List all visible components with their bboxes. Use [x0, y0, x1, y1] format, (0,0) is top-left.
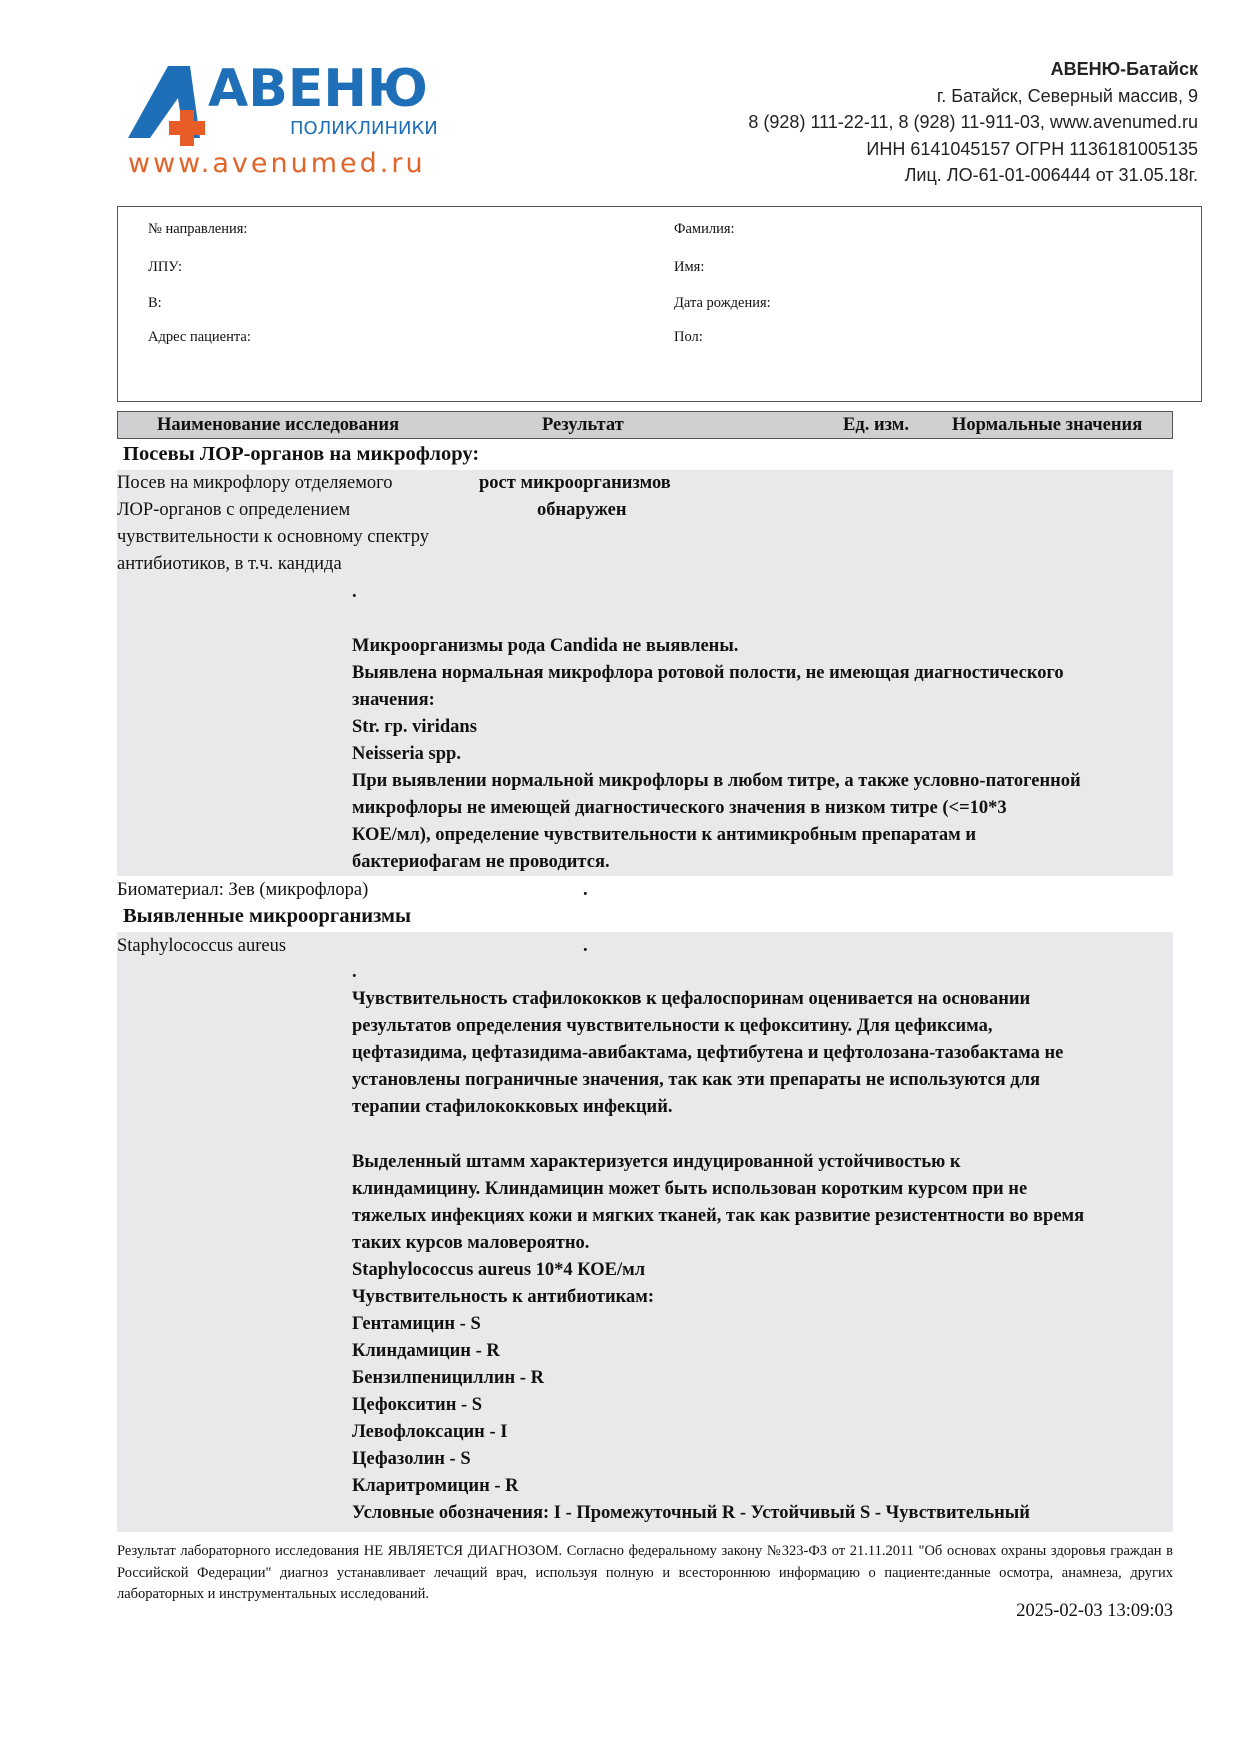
test-name [117, 470, 429, 578]
antibiotic-gentamicin: Гентамицин - S [352, 1314, 481, 1334]
note-line: таких курсов маловероятно. [352, 1233, 590, 1253]
organism-result: . [583, 936, 588, 956]
col-result: Результат [542, 415, 624, 435]
note-line: Микроорганизмы рода Candida не выявлены. [352, 636, 739, 656]
clinic-contacts: 8 (928) 111-22-11, 8 (928) 11-911-03, www.avenumed.ru [748, 112, 1198, 132]
col-test-name: Наименование исследования [157, 415, 400, 435]
section2-note-para1 [352, 986, 1063, 1121]
note-line: установлены пограничные значения, так как эти препараты не используются для [352, 1070, 1041, 1090]
clinic-license: Лиц. ЛО-61-01-006444 от 31.05.18г. [904, 165, 1198, 185]
field-sex: Пол: [674, 329, 703, 345]
antibiotic-cefazolin: Цефазолин - S [352, 1449, 471, 1469]
field-surname: Фамилия: [674, 221, 735, 237]
logo-subtitle: ПОЛИКЛИНИКИ [290, 118, 438, 139]
note-line: Выделенный штамм характеризуется индуцированной устойчивостью к [352, 1152, 961, 1172]
report-datetime: 2025-02-03 13:09:03 [1016, 1601, 1173, 1621]
clinic-logo [128, 58, 448, 188]
note-line: результатов определения чувствительности к цефокситину. Для цефиксима, [352, 1016, 993, 1036]
note-line: терапии стафилококковых инфекций. [352, 1097, 673, 1117]
clinic-info [748, 56, 1198, 189]
note-line: клиндамицину. Клиндамицин может быть использован коротким курсом при не [352, 1179, 1028, 1199]
patient-info-box [117, 206, 1202, 402]
section1-note [352, 633, 1081, 876]
clinic-name: АВЕНЮ-Батайск [1050, 59, 1198, 79]
note-line: При выявлении нормальной микрофлоры в любом титре, а также условно-патогенной [352, 771, 1081, 791]
note-line: Выявлена нормальная микрофлора ротовой полости, не имеющая диагностического [352, 663, 1064, 683]
field-referral-no: № направления: [148, 221, 248, 237]
test-name-line: ЛОР-органов с определением [117, 500, 351, 520]
antibiotic-cefoxitin: Цефокситин - S [352, 1395, 483, 1415]
field-address: Адрес пациента: [148, 329, 251, 345]
section2-note-para2 [352, 1149, 1084, 1527]
biomaterial-label: Биоматериал: Зев (микрофлора) [117, 880, 369, 900]
clinic-ids: ИНН 6141045157 ОГРН 1136181005135 [866, 138, 1198, 159]
test-name-line: антибиотиков, в т.ч. кандида [117, 554, 342, 574]
logo-url: www.avenumed.ru [128, 148, 426, 179]
note-line: бактериофагам не проводится. [352, 852, 610, 872]
field-v: В: [148, 295, 162, 311]
note-line: Str. гр. viridans [352, 717, 477, 737]
result-dot: . [352, 582, 357, 602]
antibiotic-heading: Чувствительность к антибиотикам: [352, 1287, 655, 1307]
field-lpu: ЛПУ: [148, 259, 183, 275]
logo-brand: АВЕНЮ [208, 59, 428, 119]
test-result-line2: обнаружен [537, 500, 627, 520]
antibiotic-levofloxacin: Левофлоксацин - I [352, 1422, 508, 1442]
biomaterial-result: . [583, 880, 588, 900]
note-line: Чувствительность стафилококков к цефалоспоринам оценивается на основании [352, 989, 1031, 1009]
note-line: КОЕ/мл), определение чувствительности к антимикробным препаратам и [352, 825, 977, 845]
note-line: цефтазидима, цефтазидима-авибактама, цефтибутена и цефтолозана-тазобактама не [352, 1043, 1064, 1063]
note-line: тяжелых инфекциях кожи и мягких тканей, так как развитие резистентности во время [352, 1206, 1085, 1226]
antibiotic-clarithromycin: Кларитромицин - R [352, 1476, 519, 1496]
organism-dot: . [352, 962, 357, 982]
organism-titer: Staphylococcus aureus 10*4 КОЕ/мл [352, 1260, 646, 1280]
note-line: Neisseria spp. [352, 744, 461, 764]
logo-mark [128, 58, 448, 148]
note-line: микрофлоры не имеющей диагностического значения в низком титре (<=10*3 [352, 798, 1007, 818]
field-name: Имя: [674, 259, 705, 275]
section-title-organisms: Выявленные микроорганизмы [123, 905, 412, 927]
section-title-ent-cultures: Посевы ЛОР-органов на микрофлору: [123, 443, 480, 465]
logo-plus-h [169, 121, 205, 135]
legend-line: Условные обозначения: I - Промежуточный R - Устойчивый S - Чувствительный [352, 1503, 1030, 1523]
test-name-line: Посев на микрофлору отделяемого [117, 473, 393, 493]
test-result-line1: рост микроорганизмов [479, 473, 671, 493]
col-normal: Нормальные значения [952, 415, 1143, 435]
field-dob: Дата рождения: [674, 295, 771, 311]
results-table-header [117, 411, 1173, 439]
antibiotic-benzylpenicillin: Бензилпенициллин - R [352, 1368, 544, 1388]
antibiotic-clindamycin: Клиндамицин - R [352, 1341, 500, 1361]
note-line: значения: [352, 690, 435, 710]
disclaimer: Результат лабораторного исследования НЕ ЯВЛЯЕТСЯ ДИАГНОЗОМ. Согласно федеральному закону №323-ФЗ от 21.11.2011 "Об основах охраны здоровья граждан в Российской Федерации" диагноз устанавливает лечащий врач, используя полную и всестороннюю информацию о пациенте:данные осмотра, анамнеза, других лабораторных и инструментальных исследований. [117, 1543, 1173, 1602]
test-name-line: чувствительности к основному спектру [117, 527, 429, 547]
organism-name: Staphylococcus aureus [117, 936, 287, 956]
clinic-address: г. Батайск, Северный массив, 9 [936, 85, 1198, 106]
col-units: Ед. изм. [843, 415, 910, 435]
